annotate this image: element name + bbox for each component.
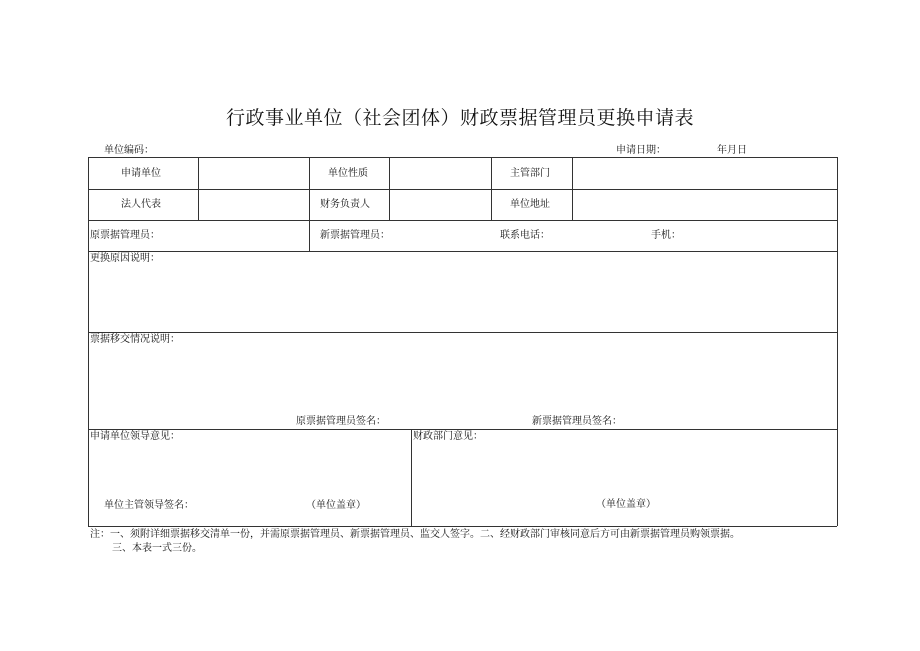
finance-head-label: 财务负责人 [320,199,370,210]
new-manager-label: 新票据管理员： [320,230,390,241]
table-border-right [837,157,838,526]
unit-code-label: 单位编码： [104,145,154,156]
row-divider [88,220,837,221]
table-border-top [88,157,837,158]
note-line-2: 三、本表一式三份。 [112,543,202,554]
unit-address-label: 单位地址 [510,199,550,210]
seal-left: （单位盖章） [306,500,366,511]
col-divider [198,157,199,220]
col-divider [491,157,492,220]
col-divider [411,429,412,526]
unit-nature-label: 单位性质 [328,168,368,179]
competent-dept-label: 主管部门 [510,168,550,179]
col-divider [309,220,310,251]
page-title: 行政事业单位（社会团体）财政票据管理员更换申请表 [225,107,694,129]
phone-label: 联系电话： [500,230,550,241]
col-divider [389,157,390,220]
supervisor-sign-label: 单位主管领导签名： [104,500,194,511]
handover-label: 票据移交情况说明： [90,334,180,345]
row-divider [88,332,837,333]
mobile-label: 手机： [651,230,681,241]
row-divider [88,251,837,252]
applicant-unit-label: 申请单位 [121,168,161,179]
table-border-left [88,157,89,526]
seal-right: （单位盖章） [596,499,656,510]
orig-sign-label: 原票据管理员签名： [296,416,386,427]
orig-manager-label: 原票据管理员： [90,230,160,241]
legal-rep-label: 法人代表 [121,199,161,210]
row-divider [88,189,837,190]
apply-date-label: 申请日期： [616,145,666,156]
leader-opinion-label: 申请单位领导意见： [90,431,180,442]
finance-opinion-label: 财政部门意见： [413,431,483,442]
new-sign-label: 新票据管理员签名： [532,416,622,427]
note-line-1: 注：一、须附详细票据移交清单一份，并需原票据管理员、新票据管理员、监交人签字。二、经财政部门审核同意后方可由新票据管理员购领票据。 [90,529,740,540]
reason-label: 更换原因说明： [90,253,160,264]
col-divider [309,157,310,220]
date-suffix: 年月日 [717,145,747,156]
col-divider [572,157,573,220]
row-divider [88,429,837,430]
table-border-bottom [88,526,837,527]
